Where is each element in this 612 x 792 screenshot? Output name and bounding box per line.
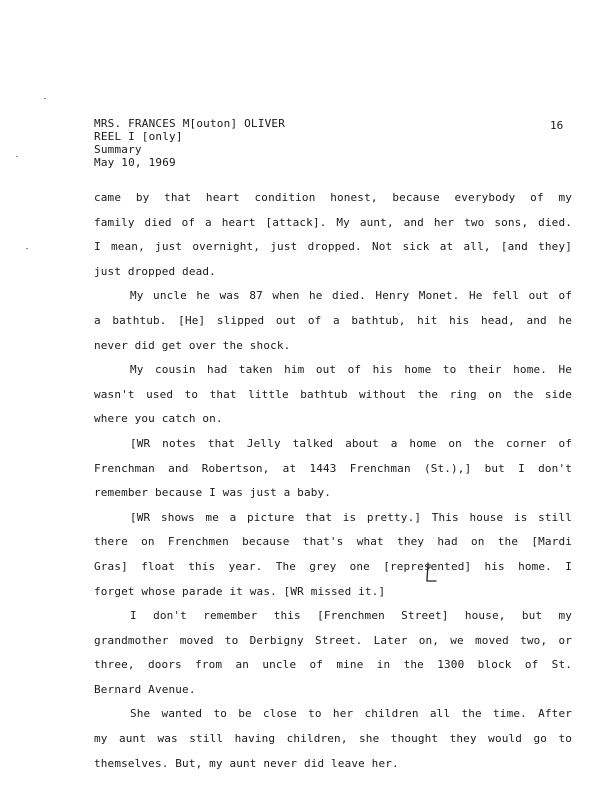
scan-speck [26,248,28,249]
transcript-line: where you catch on. [94,412,223,426]
transcript-line: remember because I was just a baby. [94,486,332,500]
transcript-line: family died of a heart [attack]. My aunt, and her two sons, died. [94,215,572,229]
transcript-line: three, doors from an uncle of mine in the 1300 block of St. [94,658,572,672]
header-speaker-name: MRS. FRANCES M[outon] OLIVER [94,117,286,130]
transcript-line: themselves. But, my aunt never did leave her. [94,756,399,770]
handwritten-bracket-mark [424,562,438,584]
transcript-line: grandmother moved to Derbigny Street. Later on, we moved two, or [94,633,572,647]
transcript-line: My uncle he was 87 when he died. Henry Monet. He fell out of [130,289,572,303]
transcript-line: came by that heart condition honest, because everybody of my [94,191,572,204]
transcript-line: my aunt was still having children, she thought they would go to [94,732,572,746]
transcript-line: I don't remember this [Frenchmen Street] house, but my [130,609,572,623]
transcript-line: Bernard Avenue. [94,682,196,696]
transcript-line: never did get over the shock. [94,338,291,352]
page-number: 16 [550,119,564,132]
header-reel: REEL I [only] [94,130,183,143]
header-date: May 10, 1969 [94,156,176,169]
scan-speck [44,98,46,99]
transcript-line: Gras] float this year. The grey one [represented] his home. I [94,559,572,573]
transcript-line: just dropped dead. [94,264,216,278]
transcript-line: there on Frenchmen because that's what they had on the [Mardi [94,535,572,549]
transcript-line: forget whose parade it was. [WR missed it.] [94,584,386,598]
transcript-body [94,186,572,776]
transcript-line: She wanted to be close to her children all the time. After [130,707,572,721]
scan-speck [16,156,18,157]
transcript-line: [WR shows me a picture that is pretty.] This house is still [130,510,572,524]
transcript-line: Frenchman and Robertson, at 1443 Frenchman (St.),] but I don't [94,461,572,475]
document-header [94,117,285,169]
transcript-line: My cousin had taken him out of his home to their home. He [130,363,572,377]
transcript-line: a bathtub. [He] slipped out of a bathtub, hit his head, and he [94,313,572,327]
transcript-line: wasn't used to that little bathtub without the ring on the side [94,387,572,401]
header-document-type: Summary [94,143,142,156]
transcript-line: [WR notes that Jelly talked about a home on the corner of [130,436,572,450]
transcript-line: I mean, just overnight, just dropped. Not sick at all, [and they] [94,240,572,254]
